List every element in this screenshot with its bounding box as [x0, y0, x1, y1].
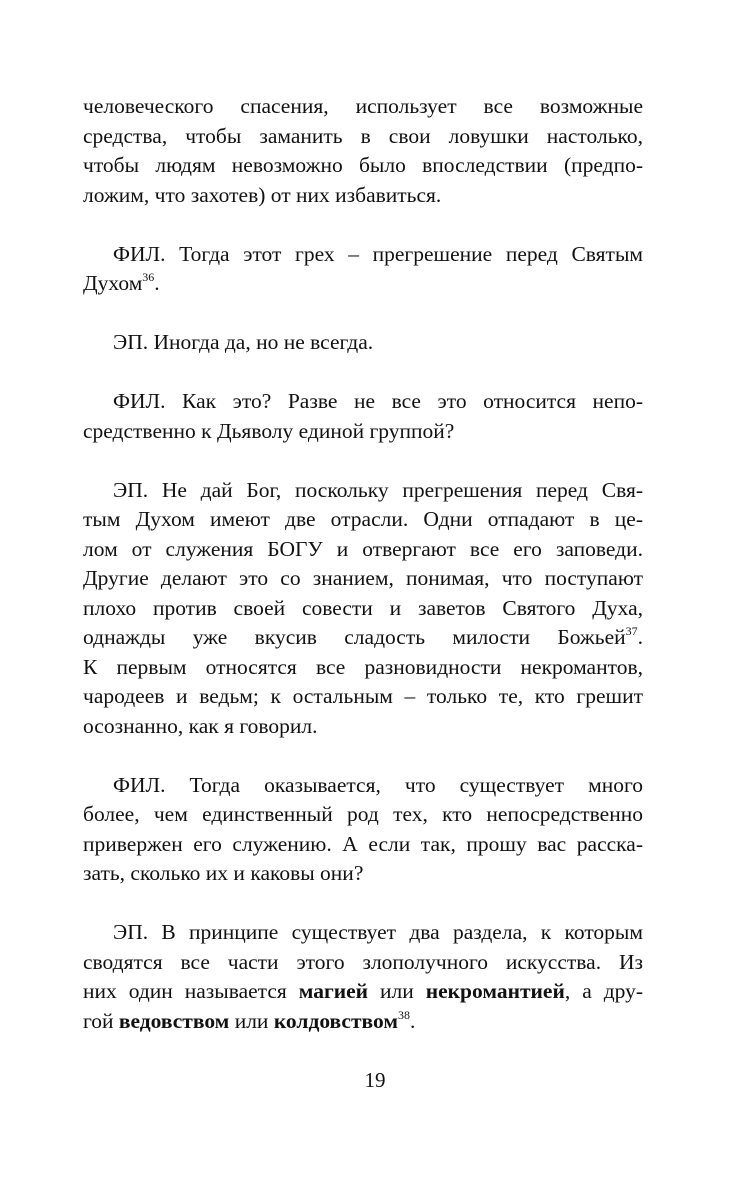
text-line — [83, 1007, 643, 1037]
page-body — [83, 92, 643, 1066]
text-line: ФИЛ. Как это? Разве не все это относится непо- — [113, 389, 643, 413]
text-line — [83, 623, 643, 653]
text-run: . — [409, 1008, 416, 1033]
paragraph-1 — [83, 92, 643, 210]
text-line: лом от служения БОГУ и отвергают все его заповеди. — [83, 536, 643, 561]
text-line: ФИЛ. Тогда этот грех – прегрешение перед Святым — [113, 241, 643, 266]
term-magic: магией — [298, 979, 369, 1003]
text-run: однажды уже вкусив сладость милости Божьей — [83, 625, 626, 649]
text-line: ЭП. В принципе существует два раздела, к которым — [113, 920, 643, 944]
text-line: плохо против своей совести и заветов Святого Духа, — [83, 595, 643, 620]
term-witchcraft: ведовством — [118, 1008, 230, 1033]
text-line: чародеев и ведьм; к остальным – только те, кто грешит — [83, 684, 643, 708]
paragraph-2 — [83, 240, 643, 299]
paragraph-3 — [83, 328, 643, 358]
text-line: сводятся все части этого злополучного искусства. Из — [83, 949, 643, 974]
paragraph-6 — [83, 771, 643, 889]
text-run: . — [637, 625, 643, 649]
text-run: гой — [83, 1008, 119, 1033]
text-run: или — [368, 979, 426, 1003]
paragraph-4 — [83, 387, 643, 446]
footnote-ref: 38 — [397, 1007, 410, 1022]
text-line: средственно к Дьяволу единой группой? — [83, 418, 455, 443]
text-line: чтобы людям невозможно было впоследствии (предпо- — [83, 153, 643, 177]
term-sorcery: колдовством — [273, 1008, 398, 1033]
text-run: них один называется — [83, 979, 299, 1003]
text-line: ложим, что захотев) от них избавиться. — [83, 182, 442, 207]
footnote-ref: 37 — [625, 624, 638, 638]
text-line: более, чем единственный род тех, кто непосредственно — [83, 802, 643, 826]
text-line: тым Духом имеют две отрасли. Одни отпадают в це- — [83, 507, 643, 531]
text-line: ЭП. Не дай Бог, поскольку прегрешения перед Свя- — [113, 477, 643, 502]
text-run: или — [229, 1008, 274, 1033]
term-necromancy: некромантией — [425, 979, 565, 1003]
text-line: К первым относятся все разновидности некромантов, — [83, 654, 643, 679]
text-line: привержен его служению. А если так, прошу вас расска- — [83, 831, 643, 856]
text-line: Другие делают это со знанием, понимая, что поступают — [83, 566, 643, 590]
text-line: ЭП. Иногда да, но не всегда. — [113, 330, 374, 354]
text-run: , а дру- — [564, 979, 644, 1003]
page-number: 19 — [364, 1068, 386, 1092]
text-line: ФИЛ. Тогда оказывается, что существует много — [113, 772, 643, 797]
paragraph-5 — [83, 476, 643, 742]
text-line: зать, сколько их и каковы они? — [83, 861, 364, 885]
footnote-ref: 36 — [142, 270, 155, 284]
paragraph-7 — [83, 918, 643, 1036]
text-line: осознанно, как я говорил. — [83, 713, 318, 738]
text-line — [83, 977, 643, 1007]
text-run: . — [154, 271, 160, 295]
text-line: средства, чтобы заманить в свои ловушки настолько, — [83, 123, 643, 148]
text-run: Духом — [83, 271, 143, 295]
text-line: человеческого спасения, использует все возможные — [83, 94, 643, 118]
text-line — [83, 269, 643, 299]
